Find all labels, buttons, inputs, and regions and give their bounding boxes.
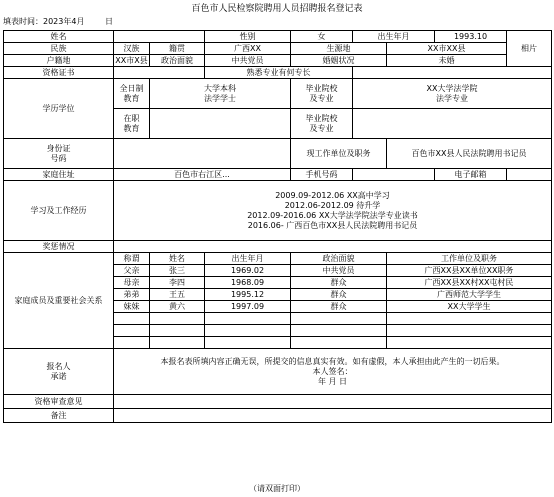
family-political[interactable]: 中共党员 xyxy=(291,265,387,277)
family-name[interactable]: 李四 xyxy=(150,277,205,289)
family-name[interactable]: 王五 xyxy=(150,289,205,301)
specialty-value[interactable] xyxy=(353,67,552,79)
remarks-label: 备注 xyxy=(4,409,114,423)
awards-label: 奖惩情况 xyxy=(4,241,114,253)
fill-date xyxy=(3,17,113,27)
photo-box[interactable]: 相片 xyxy=(507,31,552,67)
specialty-label: 熟悉专业有何专长 xyxy=(205,67,353,79)
row-address xyxy=(4,169,552,181)
address-label: 家庭住址 xyxy=(4,169,114,181)
workplace-value[interactable]: 百色市XX县人民法院聘用书记员 xyxy=(387,139,552,169)
ethnic-label: 民族 xyxy=(4,43,114,55)
family-birth[interactable]: 1969.02 xyxy=(205,265,291,277)
pledge-label: 报名人 承诺 xyxy=(4,349,114,395)
gender-value[interactable]: 女 xyxy=(291,31,353,43)
resume-label: 学习及工作经历 xyxy=(4,181,114,241)
review-value[interactable] xyxy=(114,395,552,409)
row-fulltime xyxy=(4,79,552,109)
phone-value[interactable] xyxy=(353,169,435,181)
row-review xyxy=(4,395,552,409)
idcard-value[interactable] xyxy=(114,139,291,169)
row-awards xyxy=(4,241,552,253)
print-note: （请双面打印） xyxy=(249,484,305,493)
name-label: 姓名 xyxy=(4,31,114,43)
resume-line: 2009.09-2012.06 XX高中学习 xyxy=(275,190,390,200)
family-work[interactable]: 广西XX县XX单位XX职务 xyxy=(387,265,552,277)
parttime-school-label: 毕业院校 及专业 xyxy=(291,109,353,139)
registration-table xyxy=(3,30,552,423)
family-relation[interactable]: 妹妹 xyxy=(114,301,150,313)
family-relation[interactable]: 母亲 xyxy=(114,277,150,289)
family-political[interactable]: 群众 xyxy=(291,277,387,289)
family-work[interactable]: 广西师范大学学生 xyxy=(387,289,552,301)
fill-date-label: 填表时间：2023年4月 xyxy=(3,17,85,26)
fulltime-label: 全日制 教育 xyxy=(114,79,150,109)
row-hukou xyxy=(4,55,552,67)
family-label: 家庭成员及重要社会关系 xyxy=(4,253,114,349)
family-work[interactable]: 广西XX县XX村XX屯村民 xyxy=(387,277,552,289)
row-ethnic xyxy=(4,43,552,55)
resume-line: 2012.06-2012.09 待升学 xyxy=(284,200,381,210)
workplace-label: 现工作单位及职务 xyxy=(291,139,387,169)
ethnic-value[interactable]: 汉族 xyxy=(114,43,150,55)
family-relation[interactable]: 父亲 xyxy=(114,265,150,277)
row-remarks xyxy=(4,409,552,423)
resume-line: 2012.09-2016.06 XX大学法学院法学专业读书 xyxy=(247,210,418,220)
hukou-value[interactable]: XX市X县 xyxy=(115,55,148,65)
political-label: 政治面貌 xyxy=(150,55,205,67)
birth-value[interactable]: 1993.10 xyxy=(435,31,507,43)
family-relation[interactable]: 弟弟 xyxy=(114,289,150,301)
gender-label: 性别 xyxy=(205,31,291,43)
fill-date-day: 日 xyxy=(105,17,113,26)
resume-value[interactable] xyxy=(114,181,552,241)
certificate-label: 资格证书 xyxy=(4,67,114,79)
pledge-signature[interactable]: 本人签名： xyxy=(312,366,353,376)
origin-label: 籍贯 xyxy=(150,43,205,55)
family-header-relation: 称谓 xyxy=(114,253,150,265)
family-header-birth: 出生年月 xyxy=(205,253,291,265)
address-value[interactable]: 百色市右江区... xyxy=(114,169,291,181)
education-label: 学历学位 xyxy=(4,79,114,139)
family-birth[interactable]: 1968.09 xyxy=(205,277,291,289)
pledge-date[interactable]: 年 月 日 xyxy=(317,376,348,386)
certificate-value[interactable] xyxy=(114,67,205,79)
family-header-name: 姓名 xyxy=(150,253,205,265)
birthplace-value[interactable]: XX市XX县 xyxy=(387,43,507,55)
review-label: 资格审查意见 xyxy=(4,395,114,409)
marital-value[interactable]: 未婚 xyxy=(387,55,507,67)
birthplace-label: 生源地 xyxy=(291,43,387,55)
family-birth[interactable]: 1997.09 xyxy=(205,301,291,313)
family-name[interactable]: 张三 xyxy=(150,265,205,277)
name-value[interactable] xyxy=(114,31,205,43)
fulltime-school-value[interactable]: XX大学法学院 法学专业 xyxy=(353,79,552,109)
fulltime-degree[interactable]: 大学本科 法学学士 xyxy=(150,79,291,109)
form-title: 百色市人民检察院聘用人员招聘报名登记表 xyxy=(191,4,363,14)
family-political[interactable]: 群众 xyxy=(291,301,387,313)
row-pledge xyxy=(4,349,552,395)
email-label: 电子邮箱 xyxy=(435,169,507,181)
parttime-label: 在职 教育 xyxy=(114,109,150,139)
fulltime-school-label: 毕业院校 及专业 xyxy=(291,79,353,109)
political-value[interactable]: 中共党员 xyxy=(205,55,291,67)
idcard-label: 身份证 号码 xyxy=(4,139,114,169)
family-political[interactable]: 群众 xyxy=(291,289,387,301)
pledge-value xyxy=(114,349,552,395)
family-header-political: 政治面貌 xyxy=(291,253,387,265)
resume-line: 2016.06- 广西百色市XX县人民法院聘用书记员 xyxy=(247,220,418,230)
pledge-text: 本报名表所填内容正确无误，所提交的信息真实有效。如有虚假，本人承担由此产生的一切后果。 xyxy=(160,356,505,366)
row-certificate xyxy=(4,67,552,79)
family-work[interactable]: XX大学学生 xyxy=(387,301,552,313)
family-birth[interactable]: 1995.12 xyxy=(205,289,291,301)
birth-label: 出生年月 xyxy=(353,31,435,43)
hukou-label: 户籍地 xyxy=(4,55,114,67)
row-name xyxy=(4,31,552,43)
awards-value[interactable] xyxy=(114,241,552,253)
family-name[interactable]: 黄六 xyxy=(150,301,205,313)
marital-label: 婚姻状况 xyxy=(291,55,387,67)
row-resume xyxy=(4,181,552,241)
row-idcard xyxy=(4,139,552,169)
phone-label: 手机号码 xyxy=(291,169,353,181)
family-header-row xyxy=(4,253,552,265)
family-header-work: 工作单位及职务 xyxy=(387,253,552,265)
parttime-school-value[interactable] xyxy=(353,109,552,139)
email-value[interactable] xyxy=(507,169,552,181)
parttime-degree[interactable] xyxy=(150,109,291,139)
remarks-value[interactable] xyxy=(114,409,552,423)
origin-value[interactable]: 广西XX xyxy=(205,43,291,55)
